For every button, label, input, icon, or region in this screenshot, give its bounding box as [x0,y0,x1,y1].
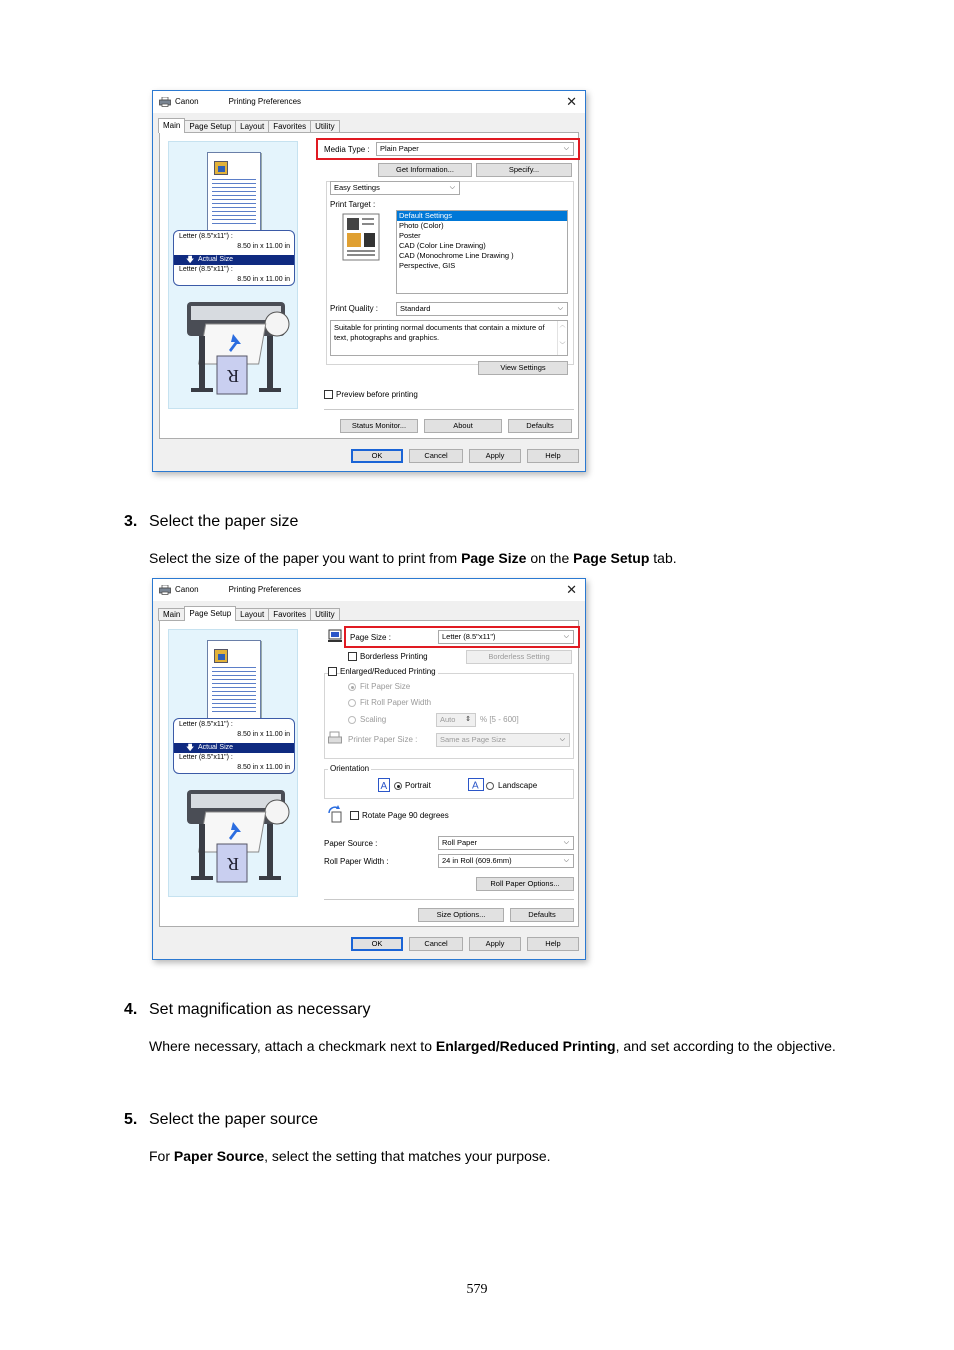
about-button[interactable]: About [424,419,502,433]
portrait-label: Portrait [405,781,431,790]
scrollbar[interactable]: ︿ ﹀ [557,321,567,355]
settings-mode-select[interactable]: Easy Settings ⌵ [330,181,460,195]
printing-preferences-dialog-page-setup [152,578,586,960]
actual-size-bar: 🡇 Actual Size [174,255,294,265]
scaling-radio[interactable] [348,716,356,724]
list-item[interactable]: CAD (Color Line Drawing) [399,241,486,250]
arrow-down-icon: 🡇 [186,743,195,752]
svg-text:A: A [380,781,388,792]
tab-main[interactable]: Main [158,608,185,621]
page-number: 579 [466,1282,488,1297]
paper-source-select[interactable]: Roll Paper ⌵ [438,836,574,850]
tab-layout[interactable]: Layout [235,120,269,133]
printer-paper-size-icon [328,731,342,745]
page-size-text: Letter (8.5"x11") : [179,721,233,728]
scaling-label: Scaling [360,715,387,724]
output-dimension-text: 8.50 in x 11.00 in [237,764,290,771]
step-number: 5. [124,1111,138,1128]
apply-button[interactable]: Apply [469,449,521,463]
page-size-select[interactable]: Letter (8.5"x11") ⌵ [438,630,574,644]
dialog-title: Canon Printing Preferences [175,97,302,106]
rotate-page-label: Rotate Page 90 degrees [362,811,449,820]
settings-preview [168,629,298,897]
step-description: Where necessary, attach a checkmark next to Enlarged/Reduced Printing, and set according to the objective. [149,1038,836,1054]
print-target-list[interactable] [396,210,568,294]
ok-button[interactable]: OK [351,937,403,951]
spinner-icon: ⇕ [465,716,471,723]
list-item[interactable]: Photo (Color) [399,221,444,230]
large-format-printer-icon [181,782,291,886]
cancel-button[interactable]: Cancel [409,449,463,463]
step-description: For Paper Source, select the setting that matches your purpose. [149,1148,551,1164]
tab-utility[interactable]: Utility [310,120,340,133]
title-bar [153,91,585,113]
list-item[interactable]: Poster [399,231,421,240]
borderless-printing-checkbox[interactable] [348,652,357,661]
step-title: Select the paper size [149,513,299,530]
preview-before-printing-checkbox[interactable] [324,390,333,399]
tab-strip [159,118,340,133]
tab-layout[interactable]: Layout [235,608,269,621]
fit-roll-paper-width-radio[interactable] [348,699,356,707]
landscape-label: Landscape [498,781,538,790]
tab-strip [159,606,340,621]
chevron-down-icon: ⌵ [563,633,569,640]
actual-size-bar: 🡇 Actual Size [174,743,294,753]
printer-icon [159,97,171,107]
close-icon[interactable]: ✕ [566,94,577,109]
step-title: Set magnification as necessary [149,1001,371,1018]
rotate-page-checkbox[interactable] [350,811,359,820]
roll-paper-width-select[interactable]: 24 in Roll (609.6mm) ⌵ [438,854,574,868]
tab-main[interactable]: Main [158,118,185,133]
title-bar [153,579,585,601]
landscape-icon [468,778,484,792]
print-quality-select[interactable]: Standard ⌵ [396,302,568,316]
svg-text:A: A [472,780,479,792]
media-type-label: Media Type : [324,145,370,154]
enlarged-reduced-label: Enlarged/Reduced Printing [340,667,436,676]
print-target-label: Print Target : [330,200,376,209]
page-dimension-text: 8.50 in x 11.00 in [237,243,290,250]
printer-paper-size-label: Printer Paper Size : [348,735,418,744]
printing-preferences-dialog-main [152,90,586,472]
list-item[interactable]: CAD (Monochrome Line Drawing ) [399,251,514,260]
chevron-down-icon: ⌵ [559,736,565,743]
output-dimension-text: 8.50 in x 11.00 in [237,276,290,283]
step-number: 3. [124,513,138,530]
print-target-thumbnail-icon [342,213,380,261]
orientation-label: Orientation [330,764,370,773]
tab-page-setup[interactable]: Page Setup [184,606,236,621]
print-quality-label: Print Quality : [330,304,379,313]
defaults-button[interactable]: Defaults [510,908,574,922]
tab-page-setup[interactable]: Page Setup [184,120,236,133]
defaults-button[interactable]: Defaults [508,419,572,433]
document-thumbnail [207,640,261,720]
close-icon[interactable]: ✕ [566,582,577,597]
view-settings-button[interactable]: View Settings [478,361,568,375]
roll-paper-width-label: Roll Paper Width : [324,857,389,866]
arrow-down-icon: 🡇 [186,255,195,264]
tab-utility[interactable]: Utility [310,608,340,621]
chevron-down-icon: ⌵ [563,145,569,152]
divider [324,409,574,410]
page-size-icon [328,629,342,643]
borderless-printing-label: Borderless Printing [360,652,428,661]
output-size-text: Letter (8.5"x11") : [179,754,233,761]
page-size-label: Page Size : [350,633,391,642]
roll-paper-options-button[interactable]: Roll Paper Options... [476,877,574,891]
ok-button[interactable]: OK [351,449,403,463]
help-button[interactable]: Help [527,937,579,951]
output-size-text: Letter (8.5"x11") : [179,266,233,273]
list-item[interactable]: Perspective, GIS [399,261,456,270]
divider [324,899,574,900]
printer-paper-size-select[interactable]: Same as Page Size ⌵ [436,733,570,747]
step-description: Select the size of the paper you want to print from Page Size on the Page Setup tab. [149,550,677,566]
paper-size-summary [173,718,295,774]
rotate-page-icon [326,805,344,823]
paper-size-summary [173,230,295,286]
page-size-text: Letter (8.5"x11") : [179,233,233,240]
specify-button[interactable]: Specify... [476,163,572,177]
get-information-button[interactable]: Get Information... [378,163,472,177]
portrait-radio[interactable] [394,782,402,790]
fit-paper-size-label: Fit Paper Size [360,682,411,691]
paper-source-label: Paper Source : [324,839,378,848]
size-options-button[interactable]: Size Options... [418,908,504,922]
svg-text:R: R [226,854,239,874]
tab-panel [159,620,579,927]
scaling-range-label: % [5 - 600] [480,715,519,724]
step-number: 4. [124,1001,138,1018]
preview-before-printing-label: Preview before printing [336,390,418,399]
step-title: Select the paper source [149,1111,318,1128]
help-button[interactable]: Help [527,449,579,463]
chevron-down-icon: ⌵ [563,857,569,864]
large-format-printer-icon [181,294,291,398]
cancel-button[interactable]: Cancel [409,937,463,951]
settings-preview [168,141,298,409]
svg-text:R: R [226,366,239,386]
scaling-value-input[interactable]: Auto ⇕ [436,713,476,727]
document-thumbnail [207,152,261,232]
fit-paper-size-radio[interactable] [348,683,356,691]
portrait-icon [378,778,390,792]
chevron-down-icon: ⌵ [563,839,569,846]
dialog-title: Canon Printing Preferences [175,585,302,594]
enlarged-reduced-checkbox[interactable] [328,667,337,676]
landscape-radio[interactable] [486,782,494,790]
tab-panel [159,132,579,439]
media-type-select[interactable]: Plain Paper ⌵ [376,142,574,156]
page-dimension-text: 8.50 in x 11.00 in [237,731,290,738]
chevron-down-icon: ⌵ [449,184,455,191]
setting-description: Suitable for printing normal documents that contain a mixture of text, photographs and graphics. ︿ ﹀ [330,320,568,356]
borderless-setting-button[interactable]: Borderless Setting [466,650,572,664]
list-item[interactable]: Default Settings [397,211,567,221]
tab-favorites[interactable]: Favorites [268,120,311,133]
apply-button[interactable]: Apply [469,937,521,951]
tab-favorites[interactable]: Favorites [268,608,311,621]
fit-roll-paper-width-label: Fit Roll Paper Width [360,698,432,707]
printer-icon [159,585,171,595]
status-monitor-button[interactable]: Status Monitor... [340,419,418,433]
chevron-down-icon: ⌵ [557,305,563,312]
